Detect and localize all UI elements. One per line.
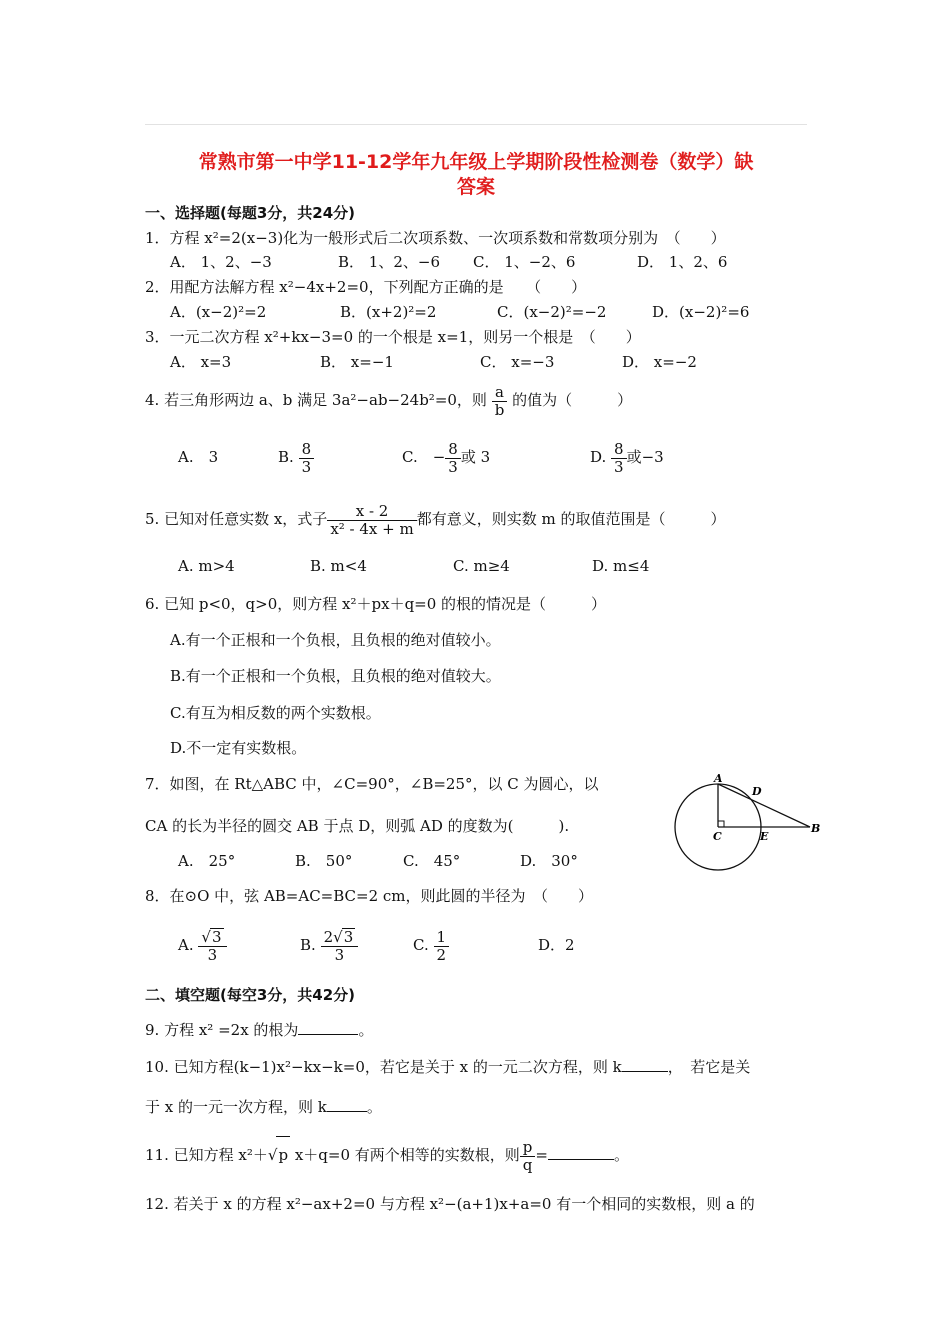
- q4-option-d: [590, 438, 664, 476]
- q7-option-a: A. 25°: [178, 852, 236, 870]
- q8-option-d: D．2: [538, 936, 575, 954]
- q12-stem: 12. 若关于 x 的方程 x²−ax+2=0 与方程 x²−(a+1)x+a=0 有一个相同的实数根，则 a 的: [145, 1195, 755, 1213]
- q8-stem: 8．在⊙O 中，弦 AB=AC=BC=2 cm，则此圆的半径为 （ ）: [145, 887, 594, 905]
- q5-option-c: C. m≥4: [453, 557, 510, 575]
- q3-option-a: A． x=3: [170, 353, 232, 371]
- q4-fraction-num: a: [492, 384, 508, 402]
- q4-option-b-label: B.: [278, 448, 294, 466]
- q8-option-c-label: C.: [413, 936, 429, 954]
- q7-option-b: B. 50°: [295, 852, 353, 870]
- q11-sqrt: √p: [268, 1136, 290, 1173]
- q4-option-b-fraction: [299, 441, 315, 476]
- q2-option-c: C．(x−2)²=−2: [497, 303, 607, 321]
- q2-option-a: A．(x−2)²=2: [170, 303, 267, 321]
- q8-option-c-den: 2: [436, 945, 447, 964]
- q11-stem-pre: 11. 已知方程 x²＋: [145, 1146, 268, 1164]
- q1-option-a: A． 1、2、−3: [170, 253, 272, 271]
- q10-answer-blank-2[interactable]: [327, 1097, 367, 1112]
- q5-stem: [145, 500, 726, 538]
- q11-fraction-num: p: [520, 1139, 536, 1157]
- q8-option-b: [300, 925, 358, 965]
- q4-option-b: [278, 438, 314, 476]
- q4-option-b-den: 3: [301, 457, 312, 476]
- q4-option-c: [402, 438, 490, 476]
- q7-label-c: C: [713, 830, 722, 843]
- section-2-heading: 二、填空题(每空3分，共42分): [145, 986, 356, 1004]
- q4-stem-post: 的值为（ ）: [512, 391, 633, 409]
- q3-option-d: D． x=−2: [622, 353, 697, 371]
- q2-option-d: D．(x−2)²=6: [652, 303, 750, 321]
- q9-stem-post: 。: [358, 1021, 374, 1039]
- q1-option-c: C． 1、−2、6: [473, 253, 576, 271]
- q11-stem-mid: x＋q=0 有两个相等的实数根，则: [290, 1146, 520, 1164]
- q11-fraction: [520, 1139, 536, 1174]
- q8-option-a-label: A.: [178, 936, 194, 954]
- q10-line-2-post: 。: [366, 1098, 382, 1116]
- q4-option-b-num: 8: [299, 441, 315, 459]
- q8-option-a-num: √3: [198, 928, 226, 947]
- q7-stem-line-1: 7．如图，在 Rt△ABC 中，∠C=90°，∠B=25°，以 C 为圆心，以: [145, 775, 599, 793]
- section-1-heading: 一、选择题(每题3分，共24分): [145, 204, 356, 222]
- q4-fraction-den: b: [494, 400, 505, 419]
- q3-stem: 3．一元二次方程 x²+kx−3=0 的一个根是 x=1，则另一个根是 （ ）: [145, 328, 641, 346]
- q10-line-1-post: ， 若它是关: [667, 1058, 751, 1076]
- q11-stem: [145, 1136, 629, 1174]
- q10-line-1: [145, 1057, 750, 1077]
- q8-option-b-coef: 2: [323, 928, 334, 946]
- q4-option-c-num: 8: [445, 441, 461, 459]
- q4-option-d-fraction: [611, 441, 627, 476]
- q8-option-a: [178, 925, 227, 965]
- q1-option-b: B． 1、2、−6: [338, 253, 440, 271]
- q10-line-2-pre: 于 x 的一元一次方程，则 k: [145, 1098, 327, 1116]
- q4-option-c-fraction: [445, 441, 461, 476]
- q6-option-c: C.有互为相反数的两个实数根。: [170, 704, 381, 722]
- q1-stem: 1．方程 x²=2(x−3)化为一般形式后二次项系数、一次项系数和常数项分别为 （ ）: [145, 229, 726, 247]
- q8-option-b-label: B.: [300, 936, 316, 954]
- q9-stem-pre: 9. 方程 x² =2x 的根为: [145, 1021, 299, 1039]
- q4-option-d-label: D.: [590, 448, 607, 466]
- q5-option-a: A. m>4: [178, 557, 235, 575]
- q5-fraction-num: x - 2: [327, 503, 416, 521]
- q4-option-a: A. 3: [178, 448, 219, 466]
- q5-option-b: B. m<4: [310, 557, 367, 575]
- q7-option-c: C. 45°: [403, 852, 461, 870]
- q2-option-b: B．(x+2)²=2: [340, 303, 437, 321]
- q11-fraction-den: q: [522, 1155, 533, 1174]
- q3-option-c: C． x=−3: [480, 353, 555, 371]
- q9-stem: [145, 1020, 373, 1040]
- q5-fraction-den: x² - 4x + m: [330, 519, 414, 538]
- q7-right-angle-mark: [718, 821, 724, 827]
- q1-option-d: D． 1、2、6: [637, 253, 728, 271]
- q7-option-d: D. 30°: [520, 852, 578, 870]
- q4-option-c-label: C. −: [402, 448, 446, 466]
- q7-segment-ab: [718, 784, 810, 827]
- q8-option-b-fraction: [321, 928, 359, 964]
- q4-option-d-num: 8: [611, 441, 627, 459]
- q4-stem: [145, 382, 632, 419]
- q10-line-1-pre: 10. 已知方程(k−1)x²−kx−k=0，若它是关于 x 的一元二次方程，则 k: [145, 1058, 622, 1076]
- q6-option-a: A.有一个正根和一个负根，且负根的绝对值较小。: [170, 631, 501, 649]
- q8-option-a-fraction: [198, 928, 226, 964]
- q8-option-c-num: 1: [434, 929, 450, 947]
- q10-line-2: [145, 1097, 382, 1117]
- q8-option-a-den: 3: [207, 946, 218, 964]
- q7-stem-line-2: CA 的长为半径的圆交 AB 于点 D，则弧 AD 的度数为( ).: [145, 817, 570, 835]
- q8-option-b-num: 2√3: [321, 928, 359, 947]
- q7-label-d: D: [752, 785, 762, 798]
- q2-stem: 2．用配方法解方程 x²−4x+2=0，下列配方正确的是 （ ）: [145, 278, 587, 296]
- q5-stem-post: 都有意义，则实数 m 的取值范围是（ ）: [416, 510, 726, 528]
- q7-label-e: E: [760, 830, 769, 843]
- q8-option-b-radicand: 3: [343, 928, 354, 946]
- q7-label-a: A: [714, 772, 723, 785]
- q5-stem-pre: 5. 已知对任意实数 x，式子: [145, 510, 328, 528]
- q11-equals: =: [535, 1146, 548, 1164]
- q5-fraction: [327, 503, 416, 538]
- q6-option-d: D.不一定有实数根。: [170, 739, 307, 757]
- q9-answer-blank[interactable]: [298, 1020, 358, 1035]
- q8-option-c-fraction: [434, 929, 450, 964]
- q6-option-b: B.有一个正根和一个负根，且负根的绝对值较大。: [170, 667, 501, 685]
- q4-stem-pre: 4. 若三角形两边 a、b 满足 3a²−ab−24b²=0，则: [145, 391, 487, 409]
- q11-radicand: p: [276, 1136, 290, 1173]
- q6-stem: 6. 已知 p<0，q>0，则方程 x²＋px＋q=0 的根的情况是（ ）: [145, 595, 607, 613]
- q4-fraction: [492, 384, 508, 419]
- q7-geometry-figure: [665, 770, 835, 885]
- q7-label-b: B: [811, 822, 821, 835]
- q3-option-b: B． x=−1: [320, 353, 394, 371]
- document-title-line-2: 答案: [456, 176, 495, 198]
- q4-option-d-den: 3: [614, 457, 624, 476]
- q4-option-d-post: 或−3: [626, 448, 664, 466]
- q8-option-a-radicand: 3: [211, 928, 222, 946]
- q11-answer-blank[interactable]: [548, 1145, 614, 1160]
- q8-option-b-den: 3: [334, 946, 345, 964]
- q10-answer-blank-1[interactable]: [622, 1057, 668, 1072]
- q8-option-c: [413, 925, 449, 965]
- q4-option-c-den: 3: [448, 457, 458, 476]
- header-rule: [145, 124, 807, 125]
- q5-option-d: D. m≤4: [592, 557, 650, 575]
- q4-option-c-post: 或 3: [460, 448, 491, 466]
- document-title-line-1: 常熟市第一中学11-12学年九年级上学期阶段性检测卷（数学）缺: [198, 151, 754, 173]
- q11-stem-end: 。: [613, 1146, 629, 1164]
